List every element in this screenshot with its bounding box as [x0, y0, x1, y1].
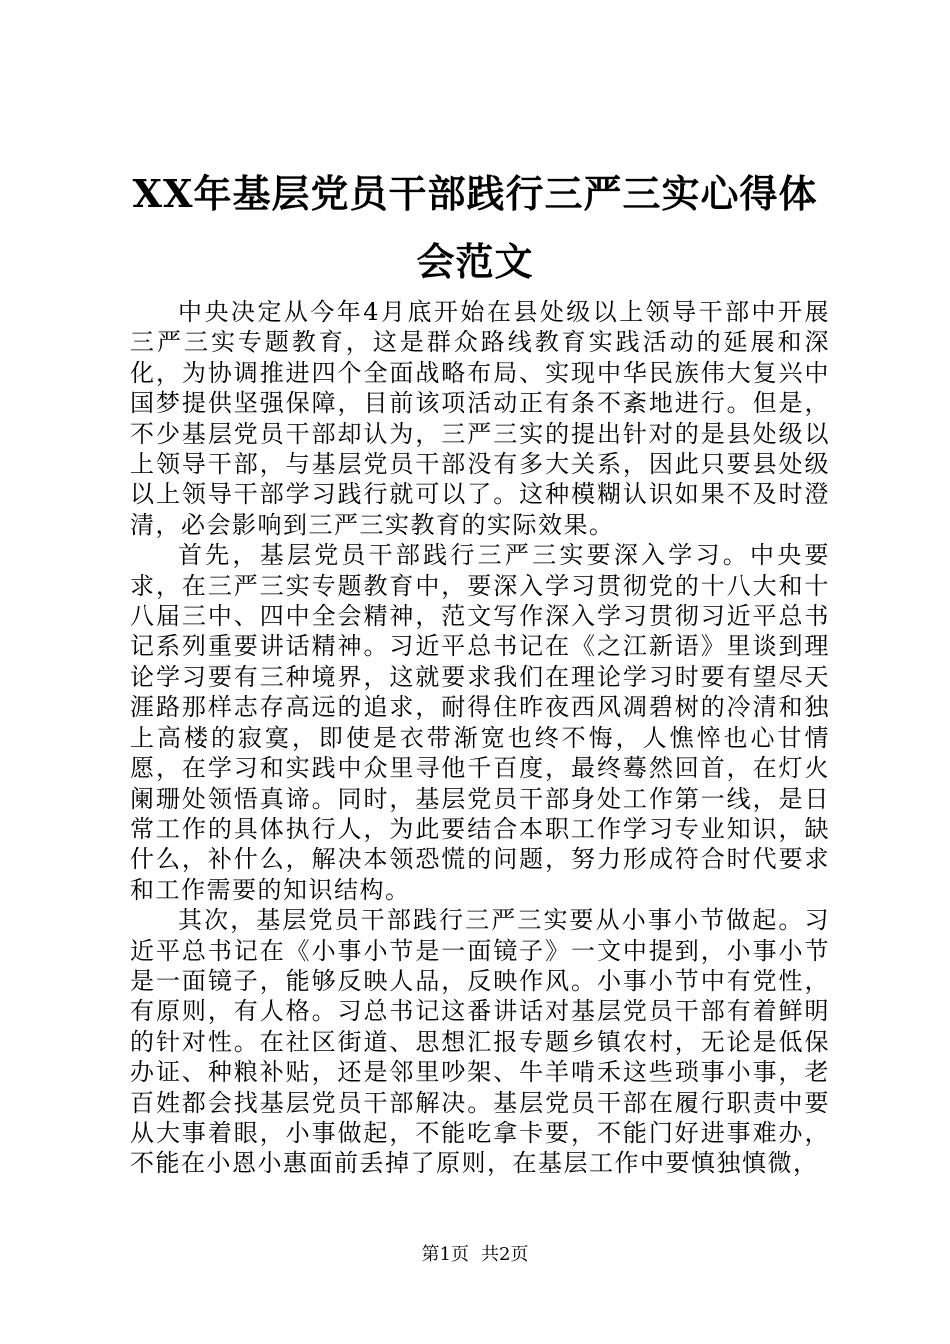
page-number: 第1页 — [421, 1244, 469, 1265]
paragraph-intro: 中央决定从今年4月底开始在县处级以上领导干部中开展三严三实专题教育，这是群众路线教育实践活动的延展和深化，为协调推进四个全面战略布局、实现中华民族伟大复兴中国梦提供坚强保障，目前该项活动正有条不紊地进行。但是，不少基层党员干部却认为，三严三实的提出针对的是县处级以上领导干部，与基层党员干部没有多大关系，因此只要县处级以上领导干部学习践行就可以了。这种模糊认识如果不及时澄清，必会影响到三严三实教育的实际效果。 — [130, 298, 830, 539]
page-footer — [0, 1243, 950, 1267]
document-title: XX年基层党员干部践行三严三实心得体会范文 — [132, 171, 818, 284]
page-total: 共2页 — [481, 1244, 529, 1265]
document-body — [130, 297, 830, 1179]
paragraph-first-point: 首先，基层党员干部践行三严三实要深入学习。中央要求，在三严三实专题教育中，要深入学习贯彻党的十八大和十八届三中、四中全会精神，范文写作深入学习贯彻习近平总书记系列重要讲话精神。习近平总书记在《之江新语》里谈到理论学习要有三种境界，这就要求我们在理论学习时要有望尽天涯路那样志存高远的追求，耐得住昨夜西风凋碧树的冷清和独上高楼的寂寞，即使是衣带渐宽也终不悔，人憔悴也心甘情愿，在学习和实践中众里寻他千百度，最终蓦然回首，在灯火阑珊处领悟真谛。同时，基层党员干部身处工作第一线，是日常工作的具体执行人，为此要结合本职工作学习专业知识，缺什么，补什么，解决本领恐慌的问题，努力形成符合时代要求和工作需要的知识结构。 — [130, 541, 830, 904]
paragraph-second-point: 其次，基层党员干部践行三严三实要从小事小节做起。习近平总书记在《小事小节是一面镜子》一文中提到，小事小节是一面镜子，能够反映人品，反映作风。小事小节中有党性，有原则，有人格。习总书记这番讲话对基层党员干部有着鲜明的针对性。在社区街道、思想汇报专题乡镇农村，无论是低保办证、种粮补贴，还是邻里吵架、牛羊啃禾这些琐事小事，老百姓都会找基层党员干部解决。基层党员干部在履行职责中要从大事着眼，小事做起，不能吃拿卡要，不能门好进事难办，不能在小恩小惠面前丢掉了原则，在基层工作中要慎独慎微， — [130, 906, 830, 1178]
